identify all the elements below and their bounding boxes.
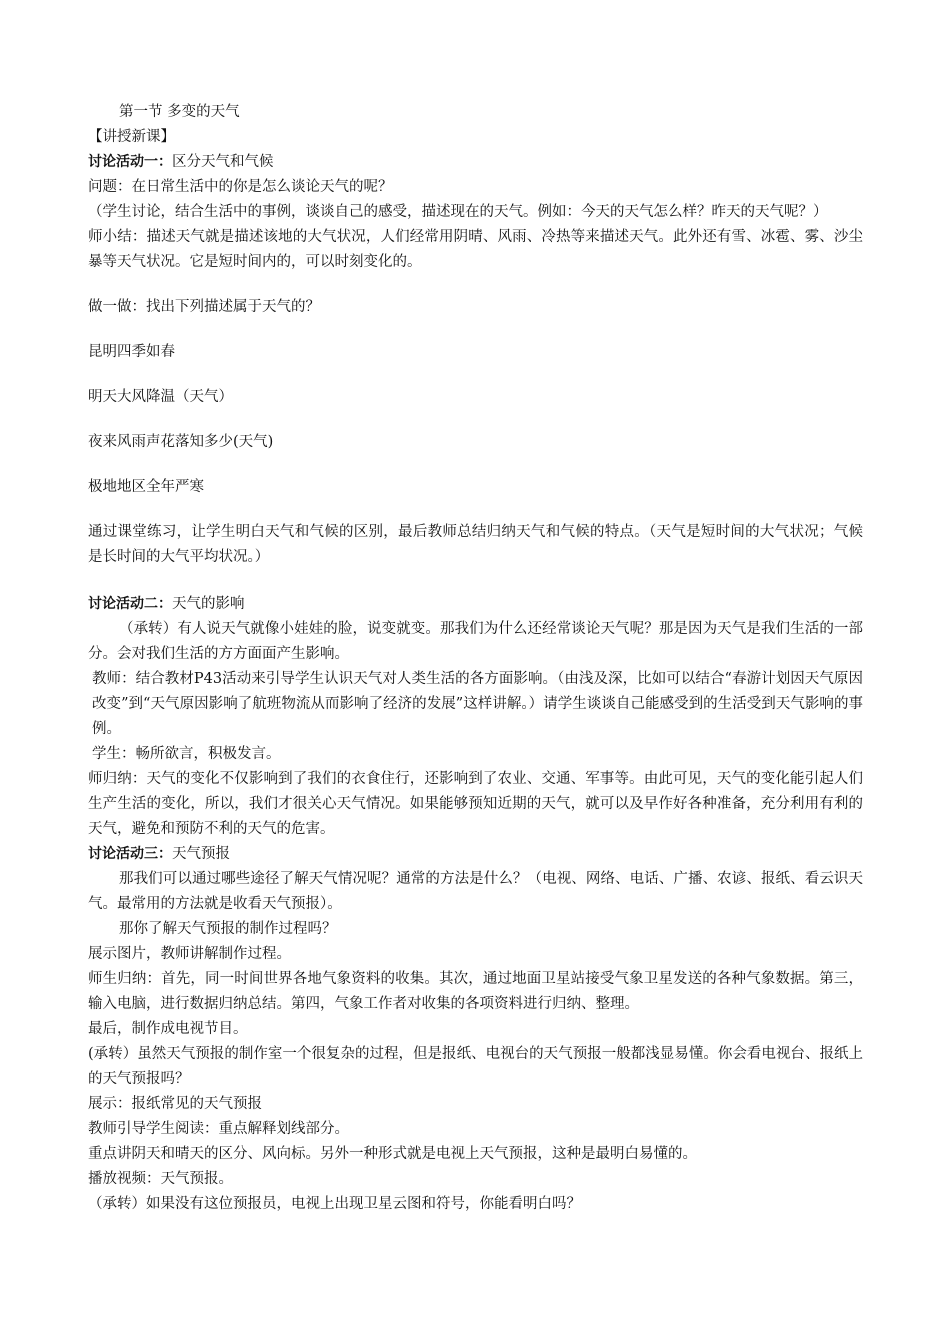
activity-1-heading (88, 150, 863, 175)
activity-3-topic: 天气预报 (172, 846, 230, 862)
page-title: 第一节 多变的天气 (119, 104, 240, 120)
list-item: 昆明四季如春 (88, 344, 175, 360)
paragraph: （学生讨论，结合生活中的事例，谈谈自己的感受，描述现在的天气。例如：今天的天气怎么样？昨天的天气呢？） (88, 204, 828, 220)
paragraph: 展示：报纸常见的天气预报 (88, 1096, 262, 1112)
activity-2-topic: 天气的影响 (172, 596, 245, 612)
paragraph: （承转）有人说天气就像小娃娃的脸，说变就变。那我们为什么还经常谈论天气呢？那是因为天气是我们生活的一部分。会对我们生活的方方面面产生影响。 (88, 621, 863, 662)
paragraph: 问题：在日常生活中的你是怎么谈论天气的呢？ (88, 179, 393, 195)
activity-2-label: 讨论活动二： (88, 596, 172, 612)
paragraph: 展示图片，教师讲解制作过程。 (88, 946, 291, 962)
paragraph: 师小结：描述天气就是描述该地的大气状况，人们经常用阴晴、风雨、冷热等来描述天气。此外还有雪、冰雹、雾、沙尘暴等天气状况。它是短时间内的，可以时刻变化的。 (88, 229, 863, 270)
paragraph: 那我们可以通过哪些途径了解天气情况呢？通常的方法是什么？（电视、网络、电话、广播、农谚、报纸、看云识天气。最常用的方法就是收看天气预报）。 (88, 871, 863, 912)
list-item: 极地地区全年严寒 (88, 479, 204, 495)
list-item: 夜来风雨声花落知多少(天气) (88, 434, 274, 450)
activity-1-label: 讨论活动一： (88, 154, 172, 170)
paragraph: (承转）虽然天气预报的制作室一个很复杂的过程，但是报纸、电视台的天气预报一般都浅显易懂。你会看电视台、报纸上的天气预报吗？ (88, 1046, 863, 1087)
paragraph: 重点讲阴天和晴天的区分、风向标。另外一种形式就是电视上天气预报，这种是最明白易懂的。 (88, 1146, 697, 1162)
paragraph: 播放视频：天气预报。 (88, 1171, 233, 1187)
list-item: 明天大风降温（天气） (88, 389, 233, 405)
section-heading: 【讲授新课】 (88, 129, 175, 145)
activity-1-topic: 区分天气和气候 (172, 154, 274, 170)
paragraph: 做一做：找出下列描述属于天气的？ (88, 299, 320, 315)
paragraph: 学生：畅所欲言，积极发言。 (92, 746, 281, 762)
document-page (88, 100, 863, 1217)
activity-2-heading (88, 592, 863, 617)
paragraph: 教师引导学生阅读：重点解释划线部分。 (88, 1121, 349, 1137)
paragraph: 那你了解天气预报的制作过程吗？ (119, 921, 337, 937)
paragraph: 最后，制作成电视节目。 (88, 1021, 248, 1037)
paragraph: 教师：结合教材P43活动来引导学生认识天气对人类生活的各方面影响。（由浅及深，比如可以结合“春游计划因天气原因改变”到“天气原因影响了航班物流从而影响了经济的发展”这样讲解。）请学生谈谈自己能感受到的生活受到天气影响的事例。 (92, 671, 863, 737)
paragraph: （承转）如果没有这位预报员，电视上出现卫星云图和符号，你能看明白吗？ (88, 1196, 581, 1212)
paragraph: 通过课堂练习，让学生明白天气和气候的区别，最后教师总结归纳天气和气候的特点。（天气是短时间的大气状况；气候是长时间的大气平均状况。） (88, 524, 863, 565)
paragraph: 师归纳：天气的变化不仅影响到了我们的衣食住行，还影响到了农业、交通、军事等。由此可见，天气的变化能引起人们生产生活的变化，所以，我们才很关心天气情况。如果能够预知近期的天气，就可以及早作好各种准备，充分利用有利的天气，避免和预防不利的天气的危害。 (88, 771, 863, 837)
paragraph: 师生归纳：首先，同一时间世界各地气象资料的收集。其次，通过地面卫星站接受气象卫星发送的各种气象数据。第三，输入电脑，进行数据归纳总结。第四，气象工作者对收集的各项资料进行归纳、整理。 (88, 971, 863, 1012)
activity-3-heading (88, 842, 863, 867)
activity-3-label: 讨论活动三： (88, 846, 172, 862)
